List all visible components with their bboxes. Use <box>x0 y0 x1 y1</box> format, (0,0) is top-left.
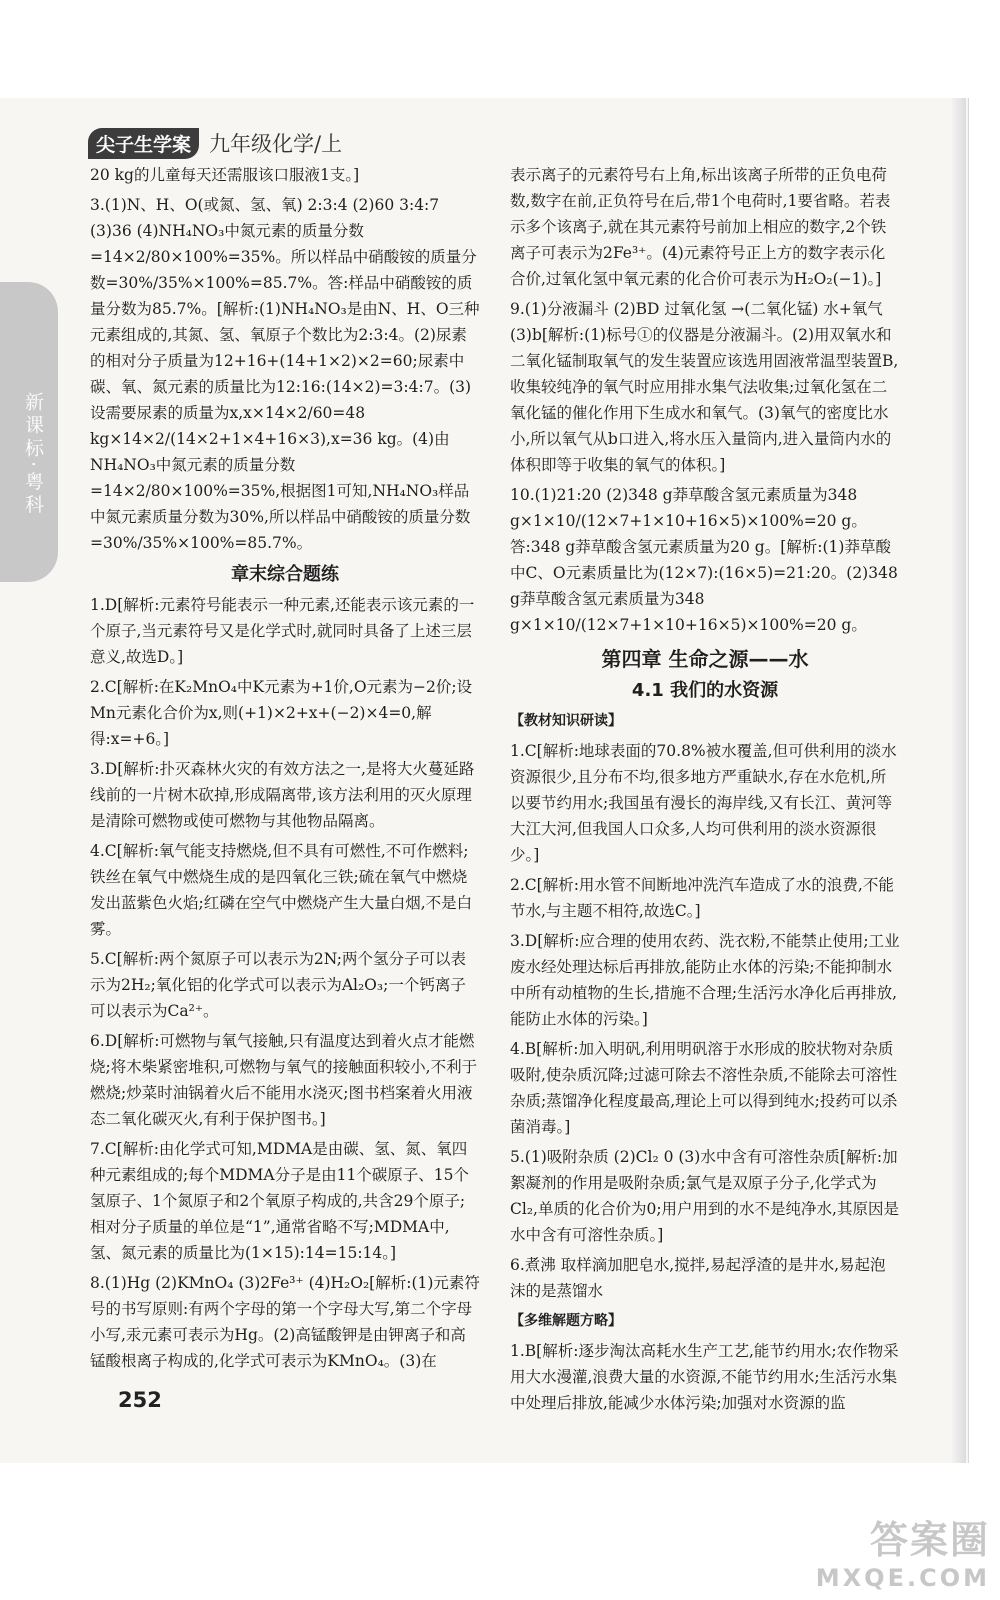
page-edge-shadow <box>952 98 966 1463</box>
page-header <box>88 128 342 158</box>
answer-item: 1.B[解析:逐步淘汰高耗水生产工艺,能节约用水;农作物采用大水漫灌,浪费大量的水资源,不能节约用水;生活污水集中处理后排放,能减少水体污染;加强对水资源的监 <box>510 1342 899 1412</box>
answer-item: 10.(1)21:20 (2)348 g莽草酸含氢元素质量为348 g×1×10/(12×7+1×10+16×5)×100%=20 g。答:348 g莽草酸含氢元素质量为20 g。[解析:(1)莽草酸中C、O元素质量比为(12×7):(16×5)=21:20。(2)348 g莽草酸含氢元素质量为348 g×1×10/(12×7+1×10+16×5)×100%=20 g。 <box>510 486 898 634</box>
answer-item: 2.C[解析:用水管不间断地冲洗汽车造成了水的浪费,不能节水,与主题不相符,故选C。] <box>510 876 894 920</box>
answer-item: 6.煮沸 取样滴加肥皂水,搅拌,易起浮渣的是井水,易起泡沫的是蒸馏水 <box>510 1256 886 1300</box>
brand-badge: 尖子生学案 <box>88 128 199 159</box>
chapter-title: 第四章 生命之源——水 <box>601 647 809 671</box>
watermark-logo-text: 答案圈 <box>869 1518 990 1562</box>
subsection-tag: 【教材知识研读】 <box>510 713 622 729</box>
subsection-tag: 【多维解题方略】 <box>510 1313 622 1329</box>
watermark-url: MXQE.COM <box>815 1564 990 1592</box>
side-tab-label: 新课标·粤科 <box>22 392 44 518</box>
right-column <box>510 162 900 1420</box>
book-subtitle: 九年级化学/上 <box>209 132 343 156</box>
answer-item: 20 kg的儿童每天还需服该口服液1支。] <box>90 166 360 184</box>
left-column <box>90 162 480 1378</box>
answer-item: 3.D[解析:应合理的使用农药、洗衣粉,不能禁止使用;工业废水经处理达标后再排放,能防止水体的污染;不能抑制水中所有动植物的生长,措施不合理;生活污水净化后再排放,能防止水体的污染。] <box>510 932 900 1028</box>
answer-item: 2.C[解析:在K₂MnO₄中K元素为+1价,O元素为−2价;设Mn元素化合价为x,则(+1)×2+x+(−2)×4=0,解得:x=+6。] <box>90 678 473 748</box>
answer-item: 9.(1)分液漏斗 (2)BD 过氧化氢 →(二氧化锰) 水+氧气 (3)b[解析:(1)标号①的仪器是分液漏斗。(2)用双氧水和二氧化锰制取氧气的发生装置应该选用固液常温型装置B,收集较纯净的氧气时应用排水集气法收集;过氧化氢在二氧化锰的催化作用下生成水和氧气。(3)氧气的密度比水小,所以氧气从b口进入,将水压入量筒内,进入量筒内水的体积即等于收集的氧气的体积。] <box>510 300 899 474</box>
answer-item: 表示离子的元素符号右上角,标出该离子所带的正负电荷数,数字在前,正负符号在后,带1个电荷时,1要省略。若表示多个该离子,就在其元素符号前加上相应的数字,2个铁离子可表示为2Fe³⁺。(4)元素符号正上方的数字表示化合价,过氧化氢中氧元素的化合价可表示为H₂O₂(−1)。] <box>510 166 891 288</box>
answer-item: 5.(1)吸附杂质 (2)Cl₂ 0 (3)水中含有可溶性杂质[解析:加絮凝剂的作用是吸附杂质;氯气是双原子分子,化学式为Cl₂,单质的化合价为0;用户用到的水不是纯净水,其原因是水中含有可溶性杂质。] <box>510 1148 899 1244</box>
answer-item: 7.C[解析:由化学式可知,MDMA是由碳、氢、氮、氧四种元素组成的;每个MDMA分子是由11个碳原子、15个氢原子、1个氮原子和2个氧原子构成的,共含29个原子;相对分子质量的单位是“1”,通常省略不写;MDMA中,氢、氮元素的质量比为(1×15):14=15:14。] <box>90 1140 470 1262</box>
section-title: 4.1 我们的水资源 <box>631 680 779 701</box>
page-number: 252 <box>118 1388 162 1412</box>
watermark <box>816 1509 990 1592</box>
answer-item: 3.D[解析:扑灭森林火灾的有效方法之一,是将大火蔓延路线前的一片树木砍掉,形成隔离带,该方法利用的灭火原理是清除可燃物或使可燃物与其他物品隔离。 <box>90 760 475 830</box>
answer-item: 5.C[解析:两个氮原子可以表示为2N;两个氢分子可以表示为2H₂;氧化铝的化学式可以表示为Al₂O₃;一个钙离子可以表示为Ca²⁺。 <box>90 950 467 1020</box>
side-tab <box>0 282 58 582</box>
section-title: 章末综合题练 <box>231 564 339 585</box>
answer-item: 1.C[解析:地球表面的70.8%被水覆盖,但可供利用的淡水资源很少,且分布不均,很多地方严重缺水,存在水危机,所以要节约用水;我国虽有漫长的海岸线,又有长江、黄河等大江大河,但我国人口众多,人均可供利用的淡水资源很少。] <box>510 742 897 864</box>
answer-item: 4.B[解析:加入明矾,利用明矾溶于水形成的胶状物对杂质吸附,使杂质沉降;过滤可除去不溶性杂质,不能除去可溶性杂质;蒸馏净化程度最高,理论上可以得到纯水;投药可以杀菌消毒。] <box>510 1040 898 1136</box>
answer-item: 1.D[解析:元素符号能表示一种元素,还能表示该元素的一个原子,当元素符号又是化学式时,就同时具备了上述三层意义,故选D。] <box>90 596 475 666</box>
answer-item: 6.D[解析:可燃物与氧气接触,只有温度达到着火点才能燃烧;将木柴紧密堆积,可燃物与氧气的接触面积较小,不利于燃烧;炒菜时油锅着火后不能用水浇灭;图书档案着火用液态二氧化碳灭火,有利于保护图书。] <box>90 1032 478 1128</box>
answer-item: 4.C[解析:氧气能支持燃烧,但不具有可燃性,不可作燃料;铁丝在氧气中燃烧生成的是四氧化三铁;硫在氧气中燃烧发出蓝紫色火焰;红磷在空气中燃烧产生大量白烟,不是白雾。 <box>90 842 473 938</box>
answer-item: 3.(1)N、H、O(或氮、氢、氧) 2:3:4 (2)60 3:4:7 (3)36 (4)NH₄NO₃中氮元素的质量分数=14×2/80×100%=35%。所以样品中硝酸铵的质量分数=30%/35%×100%=85.7%。答:样品中硝酸铵的质量分数为85.7%。[解析:(1)NH₄NO₃是由N、H、O三种元素组成的,其氮、氢、氧原子个数比为2:3:4。(2)尿素的相对分子质量为12+16+(14+1×2)×2=60;尿素中碳、氧、氮元素的质量比为12:16:(14×2)=3:4:7。(3)设需要尿素的质量为x,x×14×2/60=48 kg×14×2/(14×2+1×4+16×3),x=36 kg。(4)由NH₄NO₃中氮元素的质量分数=14×2/80×100%=35%,根据图1可知,NH₄NO₃样品中氮元素质量分数为30%,所以样品中硝酸铵的质量分数=30%/35%×100%=85.7%。 <box>90 196 480 552</box>
answer-item: 8.(1)Hg (2)KMnO₄ (3)2Fe³⁺ (4)H₂O₂[解析:(1)元素符号的书写原则:有两个字母的第一个字母大写,第二个字母小写,汞元素可表示为Hg。(2)高锰酸钾是由钾离子和高锰酸根离子构成的,化学式可表示为KMnO₄。(3)在 <box>90 1274 480 1370</box>
